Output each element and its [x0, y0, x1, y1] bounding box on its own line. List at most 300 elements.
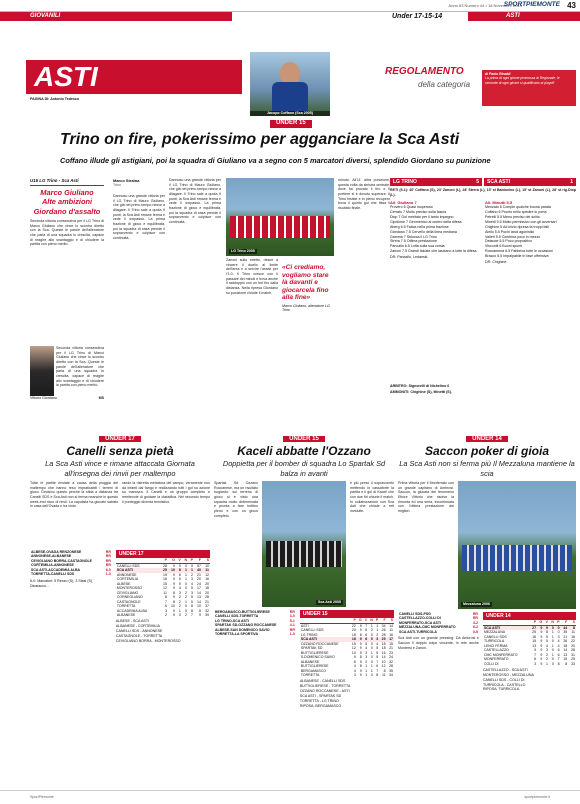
standings-cell: 14 [563, 648, 568, 653]
standings-header-cell: F [379, 618, 386, 623]
standings-header-cell: P [160, 558, 168, 563]
sidebar-league: U15 LG Trino - Sca Asti [30, 178, 104, 186]
away-team: SCA ASTI [487, 179, 510, 185]
standings-cell: 10 [381, 659, 386, 664]
standings-cell: 1 [551, 634, 554, 639]
u17-note: 6-0: Marcatori: 5 Renzo (S), 3 Stasi (S) Dicaracco... [30, 578, 93, 588]
next-fixture: RIPOSA: BERGAMASCO [299, 703, 342, 708]
next-fixture: CANELLI SDS - ANNONESE [115, 629, 163, 634]
sidebar-body: Seconda vittoria consecutiva per il LG Trino di Marco Giuliano che vince lo scontro diretto con la Sca. Queste le parole dell'allenatore che parla di una squadra in crescita, capace di reagire allo svantaggio e di chiudere la partita con pieno merito. [30, 219, 104, 247]
next-fixture: ALBANESE - CANELLI SDS [299, 679, 346, 684]
standings-cell: 9 [359, 646, 362, 651]
pull-quote-author: Marco Giuliano, allenatore LG Trino [282, 303, 330, 313]
standings-cell: 5 [365, 641, 368, 646]
u15-standings [300, 610, 394, 709]
u14-team-photo [458, 481, 576, 609]
standings-cell: CANELLI SDS [116, 563, 140, 568]
match-box [390, 178, 576, 428]
standings-header-cell: P [529, 620, 537, 625]
standings-cell: 2 [365, 659, 368, 664]
standings-cell: 22 [571, 639, 575, 644]
u17-standings-title: UNDER 17 [116, 550, 210, 558]
standings-header-cell: N [368, 618, 374, 623]
match-ratings [390, 200, 576, 264]
match-reti: RETI (5-1): 40' Coffano (S), 23' Zanoni (L), 28' Strera (L), 15' st Baldovino (L), 15' st Zanoni (L), 28' st rig.Diop (L). [390, 188, 576, 197]
standings-header-cell: G [537, 620, 543, 625]
standings-cell: 6 [534, 657, 537, 662]
standings-cell: 9 [357, 637, 363, 641]
result-score: 5-1 [289, 618, 295, 623]
u14-standings-title: UNDER 14 [483, 612, 576, 620]
standings-row [300, 673, 394, 677]
standings-cell: 2 [190, 572, 193, 577]
standings-cell: 8 [359, 664, 362, 669]
standings-cell: 11 [202, 568, 210, 572]
standings-cell: 3 [545, 648, 548, 653]
standings-cell: 1 [376, 628, 379, 633]
standings-cell: 9 [172, 595, 175, 600]
standings-cell: 0 [370, 672, 373, 677]
standings-cell: 33 [571, 661, 575, 666]
u15-photo-caption: Sca Asti 2005 [317, 600, 341, 605]
standings-cell: MEZZALUNA [483, 630, 506, 635]
player-photo-caption: Jacopo Coffano (Sca 2005) [250, 111, 330, 116]
standings-cell: 20 [351, 628, 356, 633]
standings-cell: 8 [383, 668, 386, 673]
standings-cell: 3 [190, 590, 193, 595]
u17-tag: UNDER 17 [99, 436, 141, 442]
u17-next [116, 619, 210, 643]
footer-left: SportPiemonte [30, 795, 54, 799]
article-col-4: minuto. All'11' altra punizione, questa volta da sinistra centrale, dove ha provato il tiro e il portiere si è dovuto superare. Il Trino insiste e in pieno recupero trova il quinto gol che fissa il risultato finale. [338, 178, 390, 211]
standings-cell: 2 [185, 612, 187, 617]
next-fixture: CASTELLAZZO - SCA ASTI [482, 668, 528, 673]
u14-section [398, 436, 576, 692]
next-fixture: ALBESE - SCA ASTI [115, 619, 150, 624]
standings-cell: 0 [185, 604, 187, 609]
coach-away: All. Minutti 5.5 [485, 200, 513, 206]
standings-cell: 0 [370, 655, 373, 660]
standings-cell: 9 [540, 630, 543, 635]
standings-cell: 5 [190, 599, 193, 604]
standings-cell: 14 [197, 590, 201, 595]
standings-cell: 15 [532, 639, 537, 644]
standings-cell: 1 [551, 652, 554, 657]
result-score: 1-3 [105, 572, 111, 577]
u14-photo-caption: Mezzaluna 2006 [463, 602, 490, 607]
standings-cell: 14 [389, 623, 393, 628]
standings-cell: TORRETTA [116, 604, 136, 609]
sidebar-photo-label: Vittorio Giordano [30, 396, 57, 401]
standings-cell: 9 [172, 608, 175, 613]
u17-standings [116, 550, 210, 644]
main-headline: Trino on fire, pokerissimo per agganciare la Sca Asti [60, 131, 460, 148]
u17-sub: La Sca Asti vince e rimane attaccata Giornata all'insegna dei rinvii per maltempo [45, 459, 195, 478]
standings-cell: 6 [557, 648, 560, 653]
standings-cell: 0 [370, 646, 373, 651]
masthead [0, 0, 580, 12]
section-under: Under 17-15-14 [392, 13, 443, 20]
standings-cell: 1 [182, 568, 188, 572]
standings-cell: 1 [365, 664, 368, 669]
standings-cell: 39 [205, 612, 209, 617]
standings-cell: 3 [534, 661, 537, 666]
u14-standings [483, 612, 576, 692]
player-rating-away: Chighine 5 Ad inizio ripresa fa troppi falli [485, 224, 549, 229]
standings-cell: 25 [379, 637, 386, 641]
u15-body-1: Spartak Sd Ozzano Roccanese, ma un risultato bugiardo: sul terreno di gioco si è visto una squadra molto determinata e pronta a fare bottino pieno e con un gioco completo. [214, 480, 258, 518]
u15-body-2: e più preso il sopravvento mettendo in cassaforte la partita e il gol di Kaceli che con due tiri chiude il match. In collaborazione con Sca Asti che chiude a reti inviolate. [350, 480, 394, 513]
result-score: RR [105, 554, 111, 559]
standings-cell: ALBESE [116, 581, 131, 586]
u14-results [398, 612, 479, 692]
standings-cell: 2 [545, 657, 548, 662]
standings-cell: 9 [540, 652, 543, 657]
sidebar-line2: Giordano d'assalto [33, 206, 101, 216]
standings-header-cell: S [568, 620, 576, 625]
standings-cell: 9 [172, 612, 175, 617]
standings-cell: 5 [376, 655, 379, 660]
standings-cell: 14 [381, 655, 386, 660]
coach-home: All. Giuliano 7 [390, 200, 417, 206]
result-score: RR [105, 563, 111, 568]
standings-cell: 1 [365, 668, 368, 673]
standings-cell: 18 [351, 632, 356, 637]
next-fixture: RIPOSA: TURRICOLA [482, 687, 520, 692]
article-author: Marco Straina [113, 178, 140, 183]
standings-cell: 6 [365, 628, 368, 633]
standings-cell: 8 [190, 604, 193, 609]
result-match: ALBESE-SAN DOMENICO SAVIO [215, 627, 270, 632]
standings-cell: 2 [164, 612, 167, 617]
next-fixture: CANELLI SDS - COLLI DI [482, 677, 525, 682]
standings-cell: 2 [376, 632, 379, 637]
page-footer [0, 790, 580, 804]
match-home [390, 178, 482, 186]
section-left: GIOVANILI [0, 12, 232, 21]
u15-headline: Kaceli abbatte l'Ozzano [237, 443, 371, 458]
result-match: ALBESE-OVADA RENZONESE [31, 549, 82, 554]
standings-cell: 4 [557, 639, 560, 644]
result-match: CANELLI SDS-PSG [399, 611, 431, 616]
standings-cell: 9 [540, 657, 543, 662]
standings-cell: 9 [359, 623, 362, 628]
giordano-photo [30, 346, 54, 396]
u14-body-2: Sca Asti con un grande pressing. Da Ambrosi e Saccon il doppio colpo vincente, in rete anche Montersi e Zanon. [398, 636, 479, 650]
standings-cell: 1 [545, 661, 548, 666]
next-fixture: ALBANESE - CORTEMILIA [115, 624, 160, 629]
standings-cell: 3 [164, 608, 167, 613]
standings-cell: BUTTIGLIERESE [300, 664, 329, 669]
standings-header-cell: P [374, 618, 379, 623]
u15-team-photo [262, 481, 346, 607]
away-score: 1 [570, 179, 573, 185]
players-home-list [390, 205, 481, 253]
result-score: RR [105, 558, 111, 563]
pull-quote [282, 264, 334, 313]
player-rating-away: Delaude 5.5 Poco propositivo [485, 239, 532, 244]
standings-cell: 21 [197, 572, 201, 577]
standings-cell: 8 [164, 595, 167, 600]
result-score: RR [105, 549, 111, 554]
standings-cell: 1 [370, 650, 373, 655]
standings-cell: 24 [197, 581, 201, 586]
standings-cell: 12 [381, 664, 386, 669]
standings-cell: 4 [365, 646, 368, 651]
player-rating-away: Coffano 6 Pronto nello spedire in porta [485, 210, 547, 215]
hero-byline: PAGINA DI: Antonio Tedesco [30, 97, 80, 101]
standings-cell: 6 [353, 659, 356, 664]
result-match: SPARTAK SD-OZZANO ROCCANESE [215, 623, 277, 628]
standings-cell: 2 [370, 628, 373, 633]
footer-right: sportpiemonte.it [524, 795, 550, 799]
match-ammoniti: AMMONITI: Chighine (S), Minetti (S). [390, 390, 452, 394]
standings-cell: 9 [540, 634, 543, 639]
dr-home: DR: Pancallo, Ledanski. [390, 254, 429, 259]
standings-cell: BERGAMASCO [300, 668, 326, 673]
standings-header-cell: P [349, 618, 356, 623]
result-match: TORRETTA-LA SPORTIVA [215, 632, 259, 637]
standings-cell: 7 [534, 652, 537, 657]
standings-cell: 10 [351, 650, 356, 655]
standings-header-cell: P [555, 620, 561, 625]
u17-results-table [30, 550, 112, 577]
result-row [30, 572, 112, 576]
standings-cell: 9 [172, 572, 175, 577]
standings-cell: 8 [557, 661, 560, 666]
standings-cell: 5 [545, 634, 548, 639]
result-score: 4-2 [472, 620, 478, 625]
standings-cell: 1 [376, 623, 379, 628]
standings-cell: SCA ASTI [116, 568, 160, 572]
standings-cell: OZZANO ROCCANESE [300, 641, 339, 646]
player-rating-away: Roccamena 6.5 Fabbrica tutte le occasioni [485, 249, 553, 254]
result-row [398, 630, 479, 634]
issue-info: Anno 63 Numero 44 • 18 Novembre 2019 [448, 3, 522, 8]
standings-cell: MONTEROSSO [116, 586, 143, 591]
result-match: SCA ASTI-ACCADEMIA ALBA [31, 567, 81, 572]
standings-cell: 16 [381, 650, 386, 655]
standings-cell: 3 [365, 655, 368, 660]
standings-header-cell: V [176, 558, 182, 563]
result-match: CASTELLAZZO-COLLI DI [399, 616, 441, 621]
standings-row [116, 613, 210, 617]
standings-cell: 35 [389, 668, 393, 673]
next-fixture: TURRICOLA - CASTELLO [482, 682, 526, 687]
result-score: 4-1 [289, 623, 295, 628]
standings-cell: TORRETTA [300, 672, 320, 677]
standings-cell: 7 [365, 623, 368, 628]
standings-cell: 28 [205, 595, 209, 600]
team-photo-trino [226, 178, 334, 256]
standings-cell: 6 [164, 604, 167, 609]
standings-cell: 8 [359, 632, 362, 637]
brand-logo: SPORTPIEMONTE [503, 1, 560, 8]
article-city: Trino [113, 183, 122, 188]
result-score: RR [289, 609, 295, 614]
standings-header-cell: V [363, 618, 368, 623]
next-fixture: TORRETTA - LG TRINO [299, 698, 339, 703]
standings-cell: 6 [557, 652, 560, 657]
standings-cell: 2 [185, 590, 187, 595]
players-away-list [485, 205, 576, 258]
standings-cell: 5 [545, 639, 548, 644]
standings-cell: 24 [389, 655, 393, 660]
standings-cell: 0 [551, 661, 554, 666]
result-score: RR [472, 611, 478, 616]
standings-cell: 9 [543, 625, 549, 630]
standings-cell: S.DOMENICO SAVIO [300, 655, 335, 660]
standings-cell: 4 [545, 643, 548, 648]
standings-cell: 0 [551, 648, 554, 653]
standings-cell: 2 [178, 599, 181, 604]
result-score: 1-0 [289, 632, 295, 637]
standings-cell: 3 [365, 650, 368, 655]
result-score: RR [289, 627, 295, 632]
standings-cell: 0 [368, 637, 374, 641]
standings-cell: 20 [197, 577, 201, 582]
standings-cell: SCA ASTI [483, 625, 529, 630]
standings-cell: 1 [370, 664, 373, 669]
result-match: MONFERRATO-SCA ASTI [399, 620, 441, 625]
standings-cell: 2 [178, 604, 181, 609]
u17-results [30, 550, 112, 644]
standings-header-cell: F [194, 558, 202, 563]
standings-cell: 26 [381, 628, 386, 633]
standings-cell: 4 [557, 643, 560, 648]
ratings-away [485, 200, 576, 264]
standings-cell: 12 [205, 572, 209, 577]
standings-cell: 8 [176, 568, 182, 572]
player-rating-away: Petrelli 5.5 Meno preciso del solito [485, 215, 540, 220]
player-rating-away: Bracco 5.5 Impalpabile in fase offensiva [485, 253, 549, 258]
standings-cell: 8 [172, 590, 175, 595]
ratings-home [390, 200, 481, 264]
standings-cell: 37 [205, 604, 209, 609]
standings-cell: 16 [389, 632, 393, 637]
standings-cell: 8 [545, 630, 548, 635]
result-score: 0-5 [472, 629, 478, 634]
pull-quote-text: «Ci crediamo, vogliamo stare là davanti e giocarcela fino alla fine» [282, 264, 329, 302]
standings-cell: BUTTIGLIERESE [300, 650, 329, 655]
standings-cell: 9 [537, 625, 543, 630]
player-rating-away: Aiello 5.5 Pochi lanci agonistici [485, 229, 535, 234]
hero-title: ASTI [26, 60, 242, 94]
standings-cell: 29 [571, 657, 575, 662]
standings-cell: 16 [205, 577, 209, 582]
standings-cell: 9 [540, 661, 543, 666]
standings-cell: 4 [353, 664, 356, 669]
regolamento-text: La prima di ogni girone promossa al Regionale, le seconde di ogni girone si qualificano ai playoff [485, 76, 560, 85]
player-rating-home: Aberg 6.5 Fatica nella prima frazione [390, 224, 449, 229]
u15-results-table [214, 610, 296, 637]
standings-cell: SCA ASTI [300, 637, 350, 641]
standings-cell: 1 [185, 572, 187, 577]
standings-cell: 18 [381, 646, 386, 651]
sidebar-initials: MS [98, 396, 104, 401]
standings-cell: 7 [376, 659, 379, 664]
standings-cell: 14 [197, 599, 201, 604]
dr-away: DR: Chighine. [485, 259, 508, 264]
standings-cell: 26 [563, 639, 568, 644]
standings-cell: 3 [353, 672, 356, 677]
standings-cell: 7 [164, 599, 167, 604]
standings-cell: 1 [185, 599, 187, 604]
standings-cell: 11 [381, 672, 386, 677]
standings-cell: 0 [185, 581, 187, 586]
standings-cell: CORTEMILIA [116, 577, 139, 582]
standings-cell: 39 [563, 630, 568, 635]
standings-cell: 8 [359, 655, 362, 660]
standings-cell: 5 [376, 646, 379, 651]
standings-cell: CASTAGNOLE [116, 599, 141, 604]
standings-cell: 17 [387, 637, 394, 641]
standings-cell: 1 [370, 623, 373, 628]
standings-cell: 28 [571, 648, 575, 653]
result-match: BERGAMASCO-BUTTIGLIERESE [215, 609, 270, 614]
standings-cell: 7 [190, 612, 193, 617]
standings-cell: 11 [163, 590, 167, 595]
standings-cell: 34 [389, 672, 393, 677]
standings-cell: 5 [190, 595, 193, 600]
u14-results-table [398, 612, 479, 634]
standings-cell: 27 [529, 625, 537, 630]
article-col-3: Zanoni sullo stretto, riesce a vincere il duello al limite dell'area e a servire l'assist per l'1-0. Il Trino cresce con il passare dei minuti e trova anche il raddoppio con un bel tiro dalla distanza. Nella ripresa Giordano su punizione chiude il match. [226, 258, 278, 295]
u14-headline: Saccon poker di gioia [424, 443, 550, 458]
player-rating-home: Cipollone 7 Geometrico al centro della difesa [390, 219, 462, 224]
standings-cell: 18 [563, 643, 568, 648]
u14-body-1: Prima vittoria per il Monferrato con un grande capitano di Ambrosi. Saccon, la giocata del fenomeno Ettore Vittorio che risolve la rimonta ed una seria, incontinuata con l'ottima prestazione dei migliori. [398, 480, 454, 513]
standings-cell: 3 [557, 634, 560, 639]
standings-cell: COLLI DI [483, 661, 499, 666]
standings-cell: 1 [370, 668, 373, 673]
next-fixture: CEVIGLIANO BORRA - MONTEROSSO [115, 638, 181, 643]
result-match: SCA ASTI-TURRICOLA [399, 629, 437, 634]
u15-section [214, 436, 394, 709]
team-photo-trino-caption: LG Trino 2005 [231, 249, 255, 254]
standings-cell: 28 [389, 664, 393, 669]
standings-cell: 3 [374, 637, 379, 641]
standings-header-cell: F [561, 620, 569, 625]
standings-cell: TURRICOLA [483, 639, 505, 644]
sidebar-body-2: Seconda vittoria consecutiva per il LG Trino di Marco Giuliano che vince lo scontro diretto con la Sca. Queste le parole dell'allenatore che parla di una squadra in crescita, capace di reagire allo svantaggio e di chiudere la partita con pieno merito. [56, 346, 104, 388]
result-match: CEVIGLIANO BORRA-CASTAGNOLE [31, 558, 92, 563]
standings-cell: 11 [389, 628, 393, 633]
page-number: 43 [567, 1, 576, 10]
standings-cell: 9 [540, 648, 543, 653]
standings-cell: SPARTAK SD [300, 646, 323, 651]
standings-cell: 20 [205, 581, 209, 586]
standings-cell: ANNONESE [116, 572, 137, 577]
standings-cell: 4 [190, 581, 193, 586]
u14-next [483, 668, 576, 692]
standings-header-cell: S [387, 618, 394, 623]
standings-cell: 9 [353, 655, 356, 660]
standings-cell: 9 [359, 659, 362, 664]
u15-sub: Doppietta per il bomber di squadra Lo Spartak Sd balza in avanti [222, 459, 386, 478]
result-row [214, 632, 296, 636]
player-rating-home: Gamma 7 Sblocca il LG Trino [390, 234, 437, 239]
standings-header-cell: G [357, 618, 363, 623]
standings-cell: 21 [563, 634, 568, 639]
standings-cell: 9 [359, 672, 362, 677]
standings-cell: 15 [563, 657, 568, 662]
standings-cell: 0 [551, 639, 554, 644]
next-fixture: CASTAGNOLE - TORRETTA [115, 633, 163, 638]
standings-cell: 1 [178, 608, 181, 613]
standings-cell: 1 [551, 630, 554, 635]
player-rating-away: Viscontil 6 Buoni spunti [485, 244, 523, 249]
